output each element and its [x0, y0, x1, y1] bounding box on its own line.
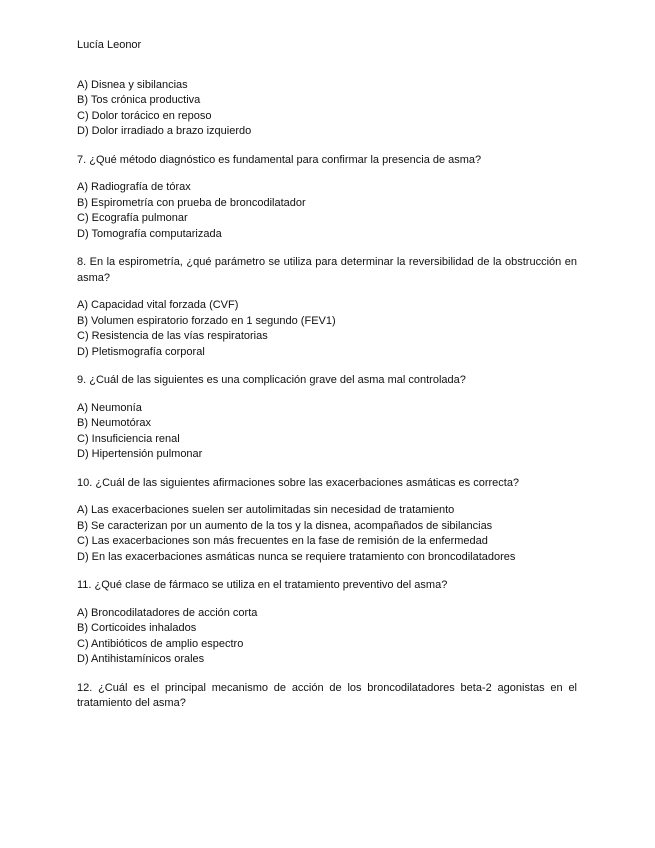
question-11: 11. ¿Qué clase de fármaco se utiliza en el tratamiento preventivo del asma?: [77, 579, 448, 591]
answer-option: D) Pletismografía corporal: [77, 345, 205, 358]
answer-option: B) Corticoides inhalados: [77, 622, 197, 634]
answer-option: C) Ecografía pulmonar: [77, 212, 188, 224]
author-name: Lucía Leonor: [77, 39, 142, 51]
question-10: 10. ¿Cuál de las siguientes afirmaciones sobre las exacerbaciones asmáticas es correcta?: [77, 476, 520, 489]
answer-options-q11: [77, 606, 577, 668]
question-9: 9. ¿Cuál de las siguientes es una complicación grave del asma mal controlada?: [77, 374, 466, 386]
answer-options-q10: [77, 503, 577, 565]
answer-option: D) Dolor irradiado a brazo izquierdo: [77, 125, 252, 137]
question-7: 7. ¿Qué método diagnóstico es fundamental para confirmar la presencia de asma?: [77, 153, 482, 166]
answer-option: B) Neumotórax: [77, 417, 151, 429]
answer-option: D) En las exacerbaciones asmáticas nunca se requiere tratamiento con broncodilatadores: [77, 550, 516, 563]
answer-option: B) Tos crónica productiva: [77, 94, 201, 106]
answer-option: A) Las exacerbaciones suelen ser autolimitadas sin necesidad de tratamiento: [77, 504, 455, 516]
answer-option: D) Hipertensión pulmonar: [77, 448, 203, 460]
answer-option: B) Espirometría con prueba de broncodilatador: [77, 196, 306, 209]
answer-option: C) Resistencia de las vías respiratorias: [77, 330, 268, 342]
answer-options-q9: [77, 401, 577, 463]
answer-options-q6: [77, 78, 577, 140]
answer-option: A) Capacidad vital forzada (CVF): [77, 299, 239, 311]
answer-option: C) Antibióticos de amplio espectro: [77, 637, 244, 650]
answer-option: C) Insuficiencia renal: [77, 432, 180, 445]
answer-option: D) Antihistamínicos orales: [77, 653, 205, 665]
question-12: 12. ¿Cuál es el principal mecanismo de acción de los broncodilatadores beta-2 agonistas en el tratamiento del asma?: [77, 681, 577, 709]
answer-option: A) Neumonía: [77, 401, 142, 414]
answer-options-q8: [77, 298, 577, 360]
answer-option: A) Broncodilatadores de acción corta: [77, 606, 258, 619]
answer-option: C) Las exacerbaciones son más frecuentes en la fase de remisión de la enfermedad: [77, 535, 488, 547]
answer-option: C) Dolor torácico en reposo: [77, 109, 212, 122]
answer-option: B) Volumen espiratorio forzado en 1 segundo (FEV1): [77, 314, 336, 327]
answer-option: D) Tomografía computarizada: [77, 227, 222, 240]
answer-options-q7: [77, 180, 577, 242]
document-page: [77, 38, 577, 712]
question-8: 8. En la espirometría, ¿qué parámetro se utiliza para determinar la reversibilidad de la obstrucción en asma?: [77, 256, 577, 284]
answer-option: A) Disnea y sibilancias: [77, 78, 188, 91]
answer-option: A) Radiografía de tórax: [77, 181, 191, 193]
answer-option: B) Se caracterizan por un aumento de la tos y la disnea, acompañados de sibilancias: [77, 519, 493, 532]
